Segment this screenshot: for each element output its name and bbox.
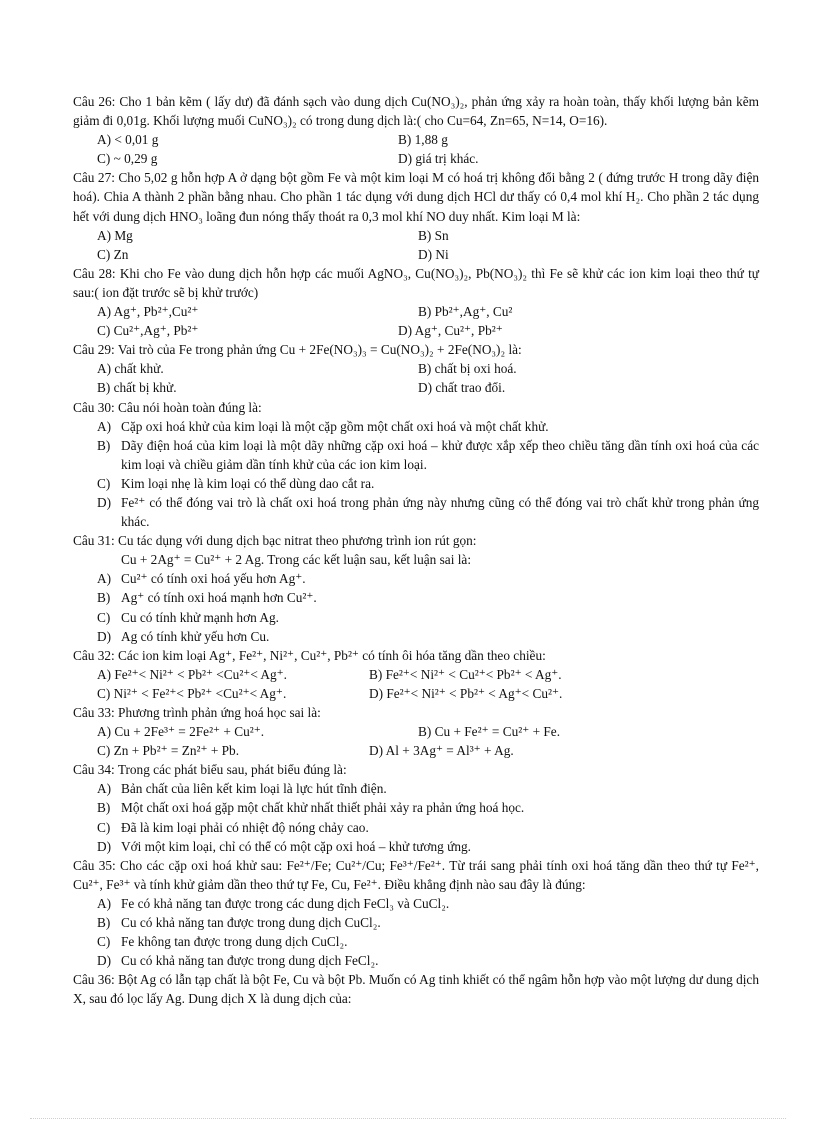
question-31-option-d[interactable] <box>73 627 759 646</box>
question-28-stem: Câu 28: Khi cho Fe vào dung dịch hỗn hợp các muối AgNO₃, Cu(NO₃)₂, Pb(NO₃)₂ thì Fe sẽ khử các ion kim loại theo thứ tự sau:( ion đặt trước sẽ bị khử trước) <box>73 265 759 300</box>
question-31-option-b[interactable] <box>73 588 759 607</box>
question-29-options-row-2 <box>73 378 759 397</box>
question-33-option-d[interactable]: D) Al + 3Ag⁺ = Al³⁺ + Ag. <box>369 743 514 759</box>
question-30-option-c[interactable] <box>73 474 759 493</box>
option-label: D) <box>97 628 112 644</box>
option-text: Cặp oxi hoá khử của kim loại là một cặp gồm một chất oxi hoá và một chất khử. <box>121 418 549 434</box>
question-36-stem: Câu 36: Bột Ag có lẫn tạp chất là bột Fe, Cu và bột Pb. Muốn có Ag tinh khiết có thể ngâm hỗn hợp vào một lượng dư dung dịch X, sau đó lọc lấy Ag. Dung dịch X là dung dịch của: <box>73 972 759 1007</box>
question-31-equation: Cu + 2Ag⁺ = Cu²⁺ + 2 Ag. Trong các kết luận sau, kết luận sai là: <box>121 552 472 568</box>
option-label: C) <box>97 609 111 625</box>
question-32-option-b[interactable]: B) Fe²⁺< Ni²⁺ < Cu²⁺< Pb²⁺ < Ag⁺. <box>369 666 562 682</box>
option-label: D) <box>97 953 112 969</box>
question-32-options-row-1 <box>73 665 759 684</box>
question-30-option-d[interactable] <box>73 493 759 531</box>
question-35-stem: Câu 35: Cho các cặp oxi hoá khử sau: Fe²⁺/Fe; Cu²⁺/Cu; Fe³⁺/Fe²⁺. Từ trái sang phải tính oxi hoá tăng dần theo thứ tự Fe²⁺, Cu²⁺, Fe³⁺ và tính khử giảm dần theo thứ tự Fe, Cu, Fe²⁺. Điều khẳng định nào sau đây là đúng: <box>73 857 759 892</box>
question-33-options-row-2 <box>73 741 759 760</box>
option-label: A) <box>97 418 112 434</box>
option-text: Ag có tính khử yếu hơn Cu. <box>121 628 270 644</box>
question-35-option-a[interactable] <box>73 894 759 913</box>
question-30-option-b[interactable] <box>73 436 759 474</box>
question-29-option-d[interactable]: D) chất trao đổi. <box>418 380 506 396</box>
option-label: B) <box>97 590 111 606</box>
question-34-option-a[interactable] <box>73 779 759 798</box>
option-text: Một chất oxi hoá gặp một chất khử nhất thiết phải xảy ra phản ứng hoá học. <box>121 800 525 816</box>
question-32-option-d[interactable]: D) Fe²⁺< Ni²⁺ < Pb²⁺ < Ag⁺< Cu²⁺. <box>369 685 563 701</box>
question-31-options <box>73 569 759 645</box>
option-label: B) <box>97 800 111 816</box>
question-32-stem: Câu 32: Các ion kim loại Ag⁺, Fe²⁺, Ni²⁺, Cu²⁺, Pb²⁺ có tính ôi hóa tăng dần theo chiều: <box>73 647 546 663</box>
question-28-option-b[interactable]: B) Pb²⁺,Ag⁺, Cu² <box>418 304 513 320</box>
option-text: Fe có khả năng tan được trong các dung dịch FeCl₃ và CuCl₂. <box>121 895 450 911</box>
option-label: C) <box>97 475 111 491</box>
question-28-option-c[interactable]: C) Cu²⁺,Ag⁺, Pb²⁺ <box>97 323 199 339</box>
question-28-option-a[interactable]: A) Ag⁺, Pb²⁺,Cu²⁺ <box>97 304 199 320</box>
question-27-options-row-2 <box>73 245 759 264</box>
question-27-option-c[interactable]: C) Zn <box>97 246 129 262</box>
question-35-option-b[interactable] <box>73 913 759 932</box>
question-27-option-b[interactable]: B) Sn <box>418 227 449 243</box>
question-26-option-c[interactable]: C) ~ 0,29 g <box>97 151 158 167</box>
option-label: A) <box>97 895 112 911</box>
question-33-stem: Câu 33: Phương trình phản ứng hoá học sai là: <box>73 705 321 720</box>
option-label: D) <box>97 494 112 510</box>
option-label: B) <box>97 437 111 453</box>
question-26-option-a[interactable]: A) < 0,01 g <box>97 132 159 148</box>
question-31-option-c[interactable] <box>73 608 759 627</box>
option-text: Fe không tan được trong dung dịch CuCl₂. <box>121 934 348 950</box>
question-33-option-a[interactable]: A) Cu + 2Fe³⁺ = 2Fe²⁺ + Cu²⁺. <box>97 724 265 740</box>
question-26-options-row-1 <box>73 130 759 149</box>
question-32-option-c[interactable]: C) Ni²⁺ < Fe²⁺< Pb²⁺ <Cu²⁺< Ag⁺. <box>97 685 287 701</box>
option-label: C) <box>97 934 111 950</box>
question-31-stem: Câu 31: Cu tác dụng với dung dịch bạc nitrat theo phương trình ion rút gọn: <box>73 533 477 549</box>
option-text: Bản chất của liên kết kim loại là lực hút tĩnh điện. <box>121 781 387 797</box>
question-35-option-d[interactable] <box>73 951 759 970</box>
option-text: Cu có khả năng tan được trong dung dịch FeCl₂. <box>121 953 379 969</box>
question-34-options <box>73 779 759 855</box>
question-29-options-row-1 <box>73 359 759 378</box>
question-34-option-d[interactable] <box>73 837 759 856</box>
option-label: A) <box>97 571 112 587</box>
option-label: D) <box>97 838 112 854</box>
question-28-options-row-1 <box>73 302 759 321</box>
question-33-option-c[interactable]: C) Zn + Pb²⁺ = Zn²⁺ + Pb. <box>97 743 240 759</box>
question-27-options-row-1 <box>73 226 759 245</box>
question-29-option-b[interactable]: B) chất bị oxi hoá. <box>418 361 517 377</box>
option-text: Dãy điện hoá của kim loại là một dãy những cặp oxi hoá – khử được xắp xếp theo chiều tăng dần tính oxi hoá của các kim loại và chiều giảm dần tính khử của các ion kim loại. <box>121 437 759 472</box>
question-33-option-b[interactable]: B) Cu + Fe²⁺ = Cu²⁺ + Fe. <box>418 724 561 740</box>
question-26-options-row-2 <box>73 149 759 168</box>
question-29-stem: Câu 29: Vai trò của Fe trong phản ứng Cu + 2Fe(NO₃)₃ = Cu(NO₃)₂ + 2Fe(NO₃)₂ là: <box>73 342 522 358</box>
question-34-stem: Câu 34: Trong các phát biểu sau, phát biểu đúng là: <box>73 762 347 778</box>
option-text: Đã là kim loại phải có nhiệt độ nóng chảy cao. <box>121 819 369 835</box>
question-30-stem: Câu 30: Câu nói hoàn toàn đúng là: <box>73 399 262 415</box>
question-29-option-c[interactable]: B) chất bị khử. <box>97 380 177 396</box>
page-bottom-divider <box>30 1118 786 1119</box>
question-27-option-a[interactable]: A) Mg <box>97 227 133 243</box>
question-27-option-d[interactable]: D) Ni <box>418 246 449 262</box>
question-29-option-a[interactable]: A) chất khử. <box>97 361 164 377</box>
question-30-option-a[interactable] <box>73 417 759 436</box>
question-32-option-a[interactable]: A) Fe²⁺< Ni²⁺ < Pb²⁺ <Cu²⁺< Ag⁺. <box>97 666 288 682</box>
option-text: Fe²⁺ có thể đóng vai trò là chất oxi hoá trong phản ứng này nhưng cũng có thể đóng vai trò chất khử trong phản ứng khác. <box>121 494 759 530</box>
question-33-options-row-1 <box>73 722 759 741</box>
option-label: A) <box>97 781 112 797</box>
option-text: Cu có tính khử mạnh hơn Ag. <box>121 609 279 625</box>
question-34-option-b[interactable] <box>73 798 759 817</box>
question-35-options <box>73 894 759 970</box>
option-text: Cu có khả năng tan được trong dung dịch CuCl₂. <box>121 915 381 931</box>
option-text: Kim loại nhẹ là kim loại có thể dùng dao cắt ra. <box>121 475 375 491</box>
option-text: Ag⁺ có tính oxi hoá mạnh hơn Cu²⁺. <box>121 590 317 606</box>
question-26-option-b[interactable]: B) 1,88 g <box>398 132 448 148</box>
option-label: C) <box>97 819 111 835</box>
option-text: Với một kim loại, chỉ có thể có một cặp oxi hoá – khử tương ứng. <box>121 838 471 854</box>
question-27-stem: Câu 27: Cho 5,02 g hỗn hợp A ở dạng bột gồm Fe và một kim loại M có hoá trị không đổi bằng 2 ( đứng trước H trong dãy điện hoá). Chia A thành 2 phần bằng nhau. Cho phần 1 tác dụng với dung dịch HCl dư thấy có 0,4 mol khí H₂. Cho phần 2 tác dụng hết với dung dịch HNO₃ loãng đun nóng thấy thoát ra 0,3 mol khí NO duy nhất. Kim loại M là: <box>73 170 759 224</box>
question-30-options <box>73 417 759 532</box>
question-32-options-row-2 <box>73 684 759 703</box>
question-35-option-c[interactable] <box>73 932 759 951</box>
question-26-stem: Câu 26: Cho 1 bản kẽm ( lấy dư) đã đánh sạch vào dung dịch Cu(NO₃)₂, phản ứng xảy ra hoàn toàn, thấy khối lượng bản kẽm giảm đi 0,01g. Khối lượng muối CuNO₃)₂ có trong dung dịch là:( cho Cu=64, Zn=65, N=14, O=16). <box>73 94 759 129</box>
question-31-option-a[interactable] <box>73 569 759 588</box>
worksheet-page <box>73 92 759 1009</box>
option-label: B) <box>97 915 111 931</box>
question-28-option-d[interactable]: D) Ag⁺, Cu²⁺, Pb²⁺ <box>398 323 503 339</box>
question-26-option-d[interactable]: D) giá trị khác. <box>398 151 479 167</box>
option-text: Cu²⁺ có tính oxi hoá yếu hơn Ag⁺. <box>121 571 306 587</box>
question-28-options-row-2 <box>73 321 759 340</box>
question-34-option-c[interactable] <box>73 818 759 837</box>
